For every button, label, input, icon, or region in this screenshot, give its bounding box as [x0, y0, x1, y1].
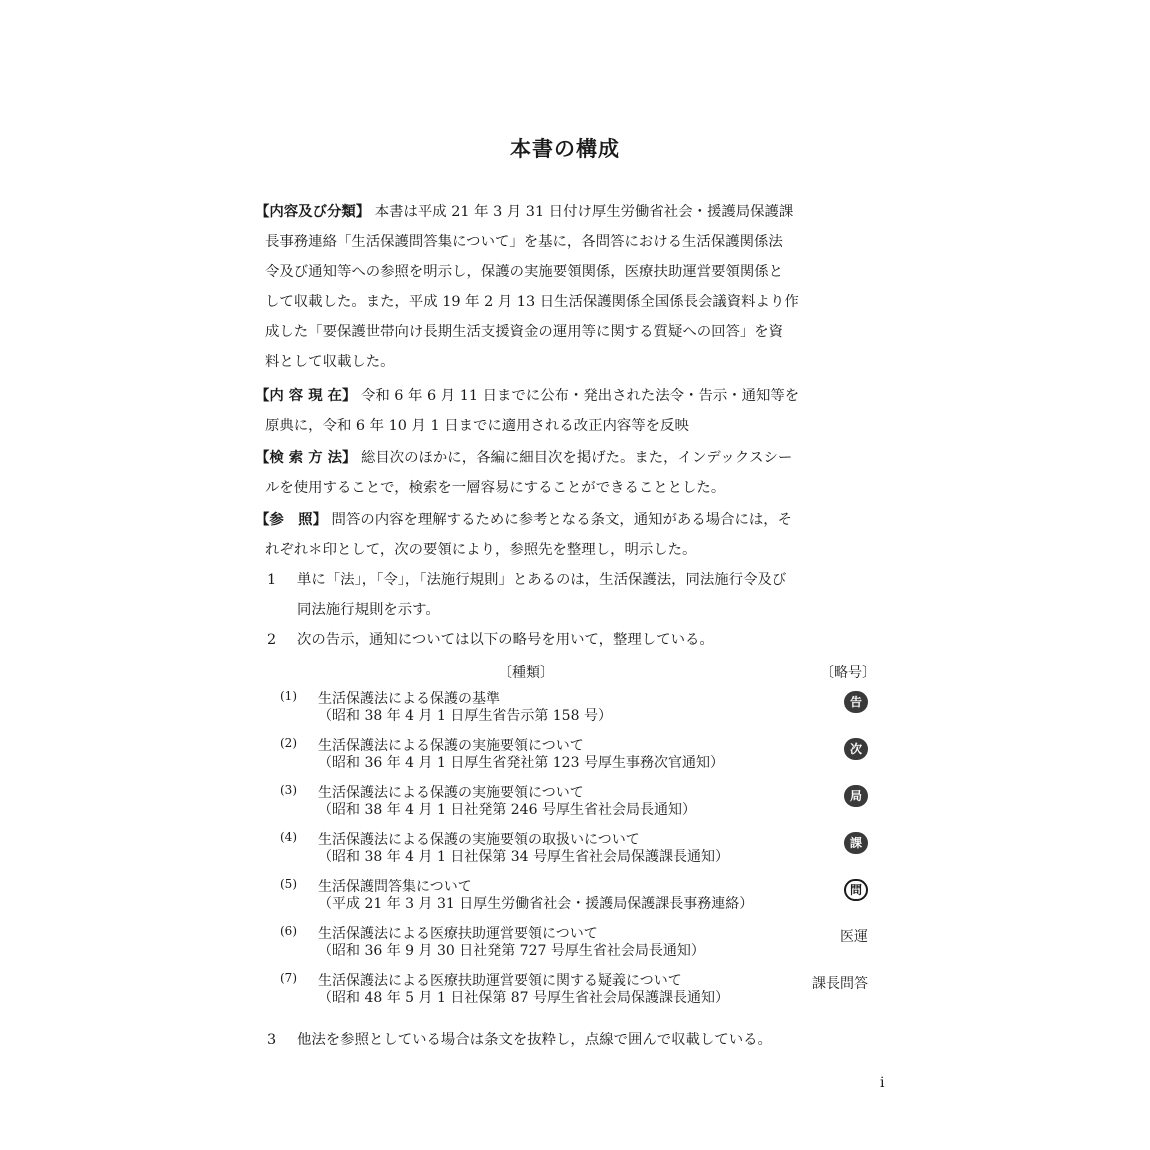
row-title: 生活保護法による医療扶助運営要領に関する疑義について	[318, 973, 682, 989]
row-number: (6)	[280, 924, 297, 938]
kinds-header	[270, 658, 880, 686]
row-number: (4)	[280, 830, 297, 844]
section-label: 【参 照】	[255, 511, 327, 528]
header-abbr: 〔略号〕	[820, 665, 876, 681]
row-detail: （昭和 48 年 5 月 1 日社保第 87 号厚生省社会局保護課長通知）	[318, 990, 730, 1006]
row-number: (7)	[280, 971, 297, 985]
section-label: 【検 索 方 法】	[255, 449, 357, 466]
row-detail: （昭和 38 年 4 月 1 日社保第 34 号厚生省社会局保護課長通知）	[318, 849, 730, 865]
text-line: 問答の内容を理解するために参考となる条文，通知がある場合には，そ	[331, 512, 793, 528]
section-search	[255, 443, 887, 503]
row-title: 生活保護問答集について	[318, 879, 472, 895]
kind-row	[270, 780, 880, 827]
section-label: 【内 容 現 在】	[255, 387, 357, 404]
section-reference	[255, 505, 887, 655]
text-line: 同法施行規則を示す。	[297, 602, 440, 618]
list-item	[255, 1025, 899, 1055]
section-current	[255, 381, 887, 441]
kind-row	[270, 686, 880, 733]
kind-row	[270, 827, 880, 874]
row-detail: （昭和 38 年 4 月 1 日社発第 246 号厚生省社会局長通知）	[318, 802, 696, 818]
abbr-badge: 次	[844, 738, 868, 760]
row-title: 生活保護法による医療扶助運営要領について	[318, 926, 598, 942]
text-line: 単に「法」，「令」，「法施行規則」とあるのは，生活保護法，同法施行令及び	[297, 572, 787, 588]
text-line: 長事務連絡「生活保護問答集について」を基に，各問答における生活保護関係法	[265, 234, 783, 250]
text-line: 次の告示，通知については以下の略号を用いて，整理している。	[297, 632, 714, 648]
kinds-table	[270, 658, 880, 1015]
abbr-text: 医運	[840, 929, 868, 945]
row-detail: （昭和 36 年 9 月 30 日社発第 727 号厚生省社会局長通知）	[318, 943, 705, 959]
kind-row	[270, 968, 880, 1015]
row-detail: （昭和 36 年 4 月 1 日厚生省発社第 123 号厚生事務次官通知）	[318, 755, 724, 771]
kind-row	[270, 921, 880, 968]
row-detail: （昭和 38 年 4 月 1 日厚生省告示第 158 号）	[318, 708, 612, 724]
abbr-badge: 課	[844, 832, 868, 854]
text-line: 総目次のほかに，各編に細目次を掲げた。また，インデックスシー	[360, 450, 793, 466]
row-detail: （平成 21 年 3 月 31 日厚生労働省社会・援護局保護課長事務連絡）	[318, 896, 754, 912]
text-line: 原典に，令和 6 年 10 月 1 日までに適用される改正内容等を反映	[265, 418, 689, 434]
abbr-text: 課長問答	[812, 976, 868, 992]
abbr-badge: 局	[844, 785, 868, 807]
list-item	[255, 565, 887, 595]
text-line: 令和 6 年 6 月 11 日までに公布・発出された法令・告示・通知等を	[360, 388, 800, 404]
text-line: 本書は平成 21 年 3 月 31 日付け厚生労働省社会・援護局保護課	[374, 204, 794, 220]
row-number: (2)	[280, 736, 297, 750]
row-title: 生活保護法による保護の実施要領について	[318, 785, 584, 801]
item-number: 1	[267, 572, 277, 588]
row-title: 生活保護法による保護の実施要領の取扱いについて	[318, 832, 640, 848]
section-label: 【内容及び分類】	[255, 203, 371, 220]
page-number: i	[880, 1075, 885, 1091]
text-line: 令及び通知等への参照を明示し，保護の実施要領関係，医療扶助運営要領関係と	[265, 264, 784, 280]
item-number: 3	[267, 1032, 277, 1048]
page-title: 本書の構成	[510, 137, 620, 161]
text-line: 料として収載した。	[265, 354, 395, 370]
row-number: (3)	[280, 783, 297, 797]
kind-row	[270, 874, 880, 921]
text-line: して収載した。また，平成 19 年 2 月 13 日生活保護関係全国係長会議資料より作	[265, 294, 799, 310]
header-kind: 〔種類〕	[498, 665, 554, 681]
row-number: (5)	[280, 877, 297, 891]
text-line: 他法を参照としている場合は条文を抜粋し，点線で囲んで収載している。	[297, 1032, 772, 1048]
kind-row	[270, 733, 880, 780]
text-line: ルを使用することで，検索を一層容易にすることができることとした。	[265, 480, 726, 496]
text-line: 成した「要保護世帯向け長期生活支援資金の運用等に関する質疑への回答」を資	[265, 324, 784, 340]
abbr-badge: 告	[844, 691, 868, 713]
row-number: (1)	[280, 689, 297, 703]
row-title: 生活保護法による保護の基準	[318, 691, 500, 707]
abbr-badge: 問	[844, 879, 868, 901]
item-number: 2	[267, 632, 277, 648]
row-title: 生活保護法による保護の実施要領について	[318, 738, 584, 754]
list-item	[255, 625, 887, 655]
text-line: れぞれ＊印として，次の要領により，参照先を整理し，明示した。	[265, 542, 697, 558]
section-contents	[255, 197, 887, 377]
